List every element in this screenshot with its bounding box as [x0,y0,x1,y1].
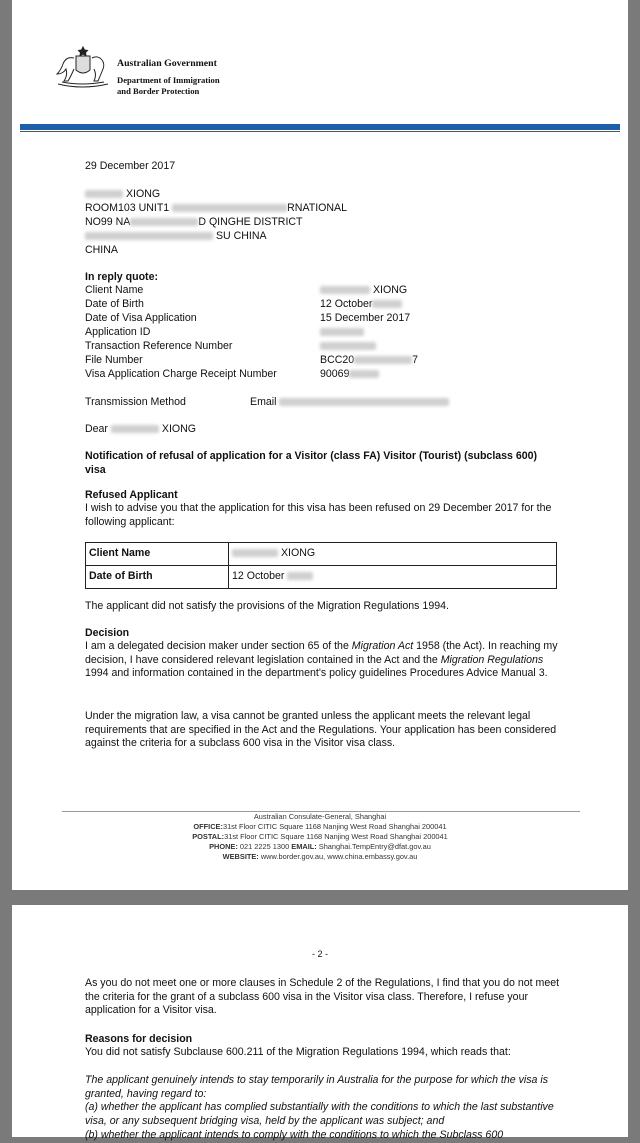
decision-paragraph-2: Under the migration law, a visa cannot be granted unless the applicant meets the relevant legal requirements that are specified in the Act and the Regulations. Your application has been considered against the criteria for a subclass 600 visa in the Visitor visa class. [85,710,557,750]
letter-date: 29 December 2017 [85,160,176,172]
address-line-1: XIONG [85,188,160,202]
reply-value-transaction-ref [320,340,376,354]
reply-label-application-id: Application ID [85,326,151,338]
refused-applicant-heading: Refused Applicant [85,489,178,501]
header-rule [20,124,620,130]
table-value-client-name: XIONG [232,547,315,559]
reply-value-file-number: BCC20 7 [320,354,419,366]
redacted-receipt [349,370,379,378]
redacted-name [320,286,370,294]
subject-heading: Notification of refusal of application for a Visitor (class FA) Visitor (Tourist) (subclass 600) visa [85,450,538,476]
reply-value-receipt-number: 90069 [320,368,379,382]
footer-website: WEBSITE: www.border.gov.au, www.china.embassy.gov.au [222,852,418,861]
address-line-5: CHINA [85,244,118,256]
redacted-file-number [354,356,412,364]
letter-page-1 [12,0,628,890]
decision-paragraph-1: I am a delegated decision maker under section 65 of the Migration Act 1958 (the Act). In reaching my decision, I have considered relevant legislation contained in the Act and the Migration Regulations 1994 and information contained in the department's policy guidelines Procedures Advice Manual 3. [85,640,558,680]
reply-label-client-name: Client Name [85,284,144,296]
table-row [86,543,556,566]
department-line-1: Department of Immigration [117,75,220,85]
footer-postal: POSTAL:31st Floor CITIC Square 1168 Nanjing West Road Shanghai 200041 [192,832,448,841]
letter-page-2 [12,905,628,1141]
reasons-heading: Reasons for decision [85,1033,193,1045]
table-label-dob: Date of Birth [89,570,153,582]
table-value-dob: 12 October [232,570,313,582]
reply-value-client-name: XIONG [320,284,407,298]
not-satisfy-text: The applicant did not satisfy the provisions of the Migration Regulations 1994. [85,600,449,612]
reply-label-application-date: Date of Visa Application [85,312,197,324]
address-line-2: ROOM103 UNIT1 RNATIONAL [85,202,347,214]
redacted-year [372,300,402,308]
quote-clause-b: (b) whether the applicant intends to comply with the conditions to which the Subclass 600 [85,1129,504,1141]
reasons-text: You did not satisfy Subclause 600.211 of the Migration Regulations 1994, which reads that: [85,1046,511,1058]
redacted-name [232,549,278,557]
quote-clause-a: (a) whether the applicant has complied substantially with the conditions to which the last substantive visa, or any subsequent bridging visa, held by the applicant was subject; and [85,1101,554,1127]
reply-label-file-number: File Number [85,354,143,366]
decision-heading: Decision [85,627,130,639]
transmission-value: Email [250,396,449,410]
reply-label-transaction-ref: Transaction Reference Number [85,340,233,352]
department-name [117,75,220,97]
redacted-id [320,328,364,336]
table-row [86,566,556,588]
reply-value-application-id [320,326,364,340]
redacted-year [287,572,313,580]
address-line-3: NO99 NA D QINGHE DISTRICT [85,216,303,228]
refused-applicant-text: I wish to advise you that the application for this visa has been refused on 29 December 2017 for the following applicant: [85,502,552,528]
address-line-4: SU CHINA [85,230,267,244]
transmission-label: Transmission Method [85,396,186,408]
reply-label-receipt-number: Visa Application Charge Receipt Number [85,368,277,380]
redacted-name [111,425,159,433]
reply-value-dob: 12 October [320,298,402,312]
reply-label-dob: Date of Birth [85,298,144,310]
reply-quote-heading: In reply quote: [85,271,158,283]
header-rule-thin [20,131,620,132]
applicant-table [85,542,557,589]
redacted-address [130,218,198,226]
footer-office: OFFICE:31st Floor CITIC Square 1168 Nanjing West Road Shanghai 200041 [193,822,447,831]
footer-contact: PHONE: 021 2225 1300 EMAIL: Shanghai.TempEntry@dfat.gov.au [209,842,431,851]
page-number: - 2 - [311,949,328,959]
footer-consulate: Australian Consulate-General, Shanghai [253,812,387,821]
salutation: Dear XIONG [85,423,197,435]
redacted-reference [320,342,376,350]
redacted-email [279,398,449,406]
department-line-2: and Border Protection [117,86,200,96]
redacted-address [85,232,213,240]
reply-value-application-date: 15 December 2017 [320,312,411,324]
table-label-client-name: Client Name [89,547,151,559]
quote-intro: The applicant genuinely intends to stay temporarily in Australia for the purpose for which the visa is granted, having regard to: [85,1074,549,1100]
redacted-address [172,204,287,212]
redacted-name [85,190,123,198]
page2-paragraph-1: As you do not meet one or more clauses in Schedule 2 of the Regulations, I find that you do not meet the criteria for the grant of a subclass 600 visa in the Visitor visa class. Therefore, I refuse your application for a Visitor visa. [85,977,560,1017]
coat-of-arms-icon [52,42,112,90]
government-title: Australian Government [117,58,217,69]
table-divider [228,543,229,588]
